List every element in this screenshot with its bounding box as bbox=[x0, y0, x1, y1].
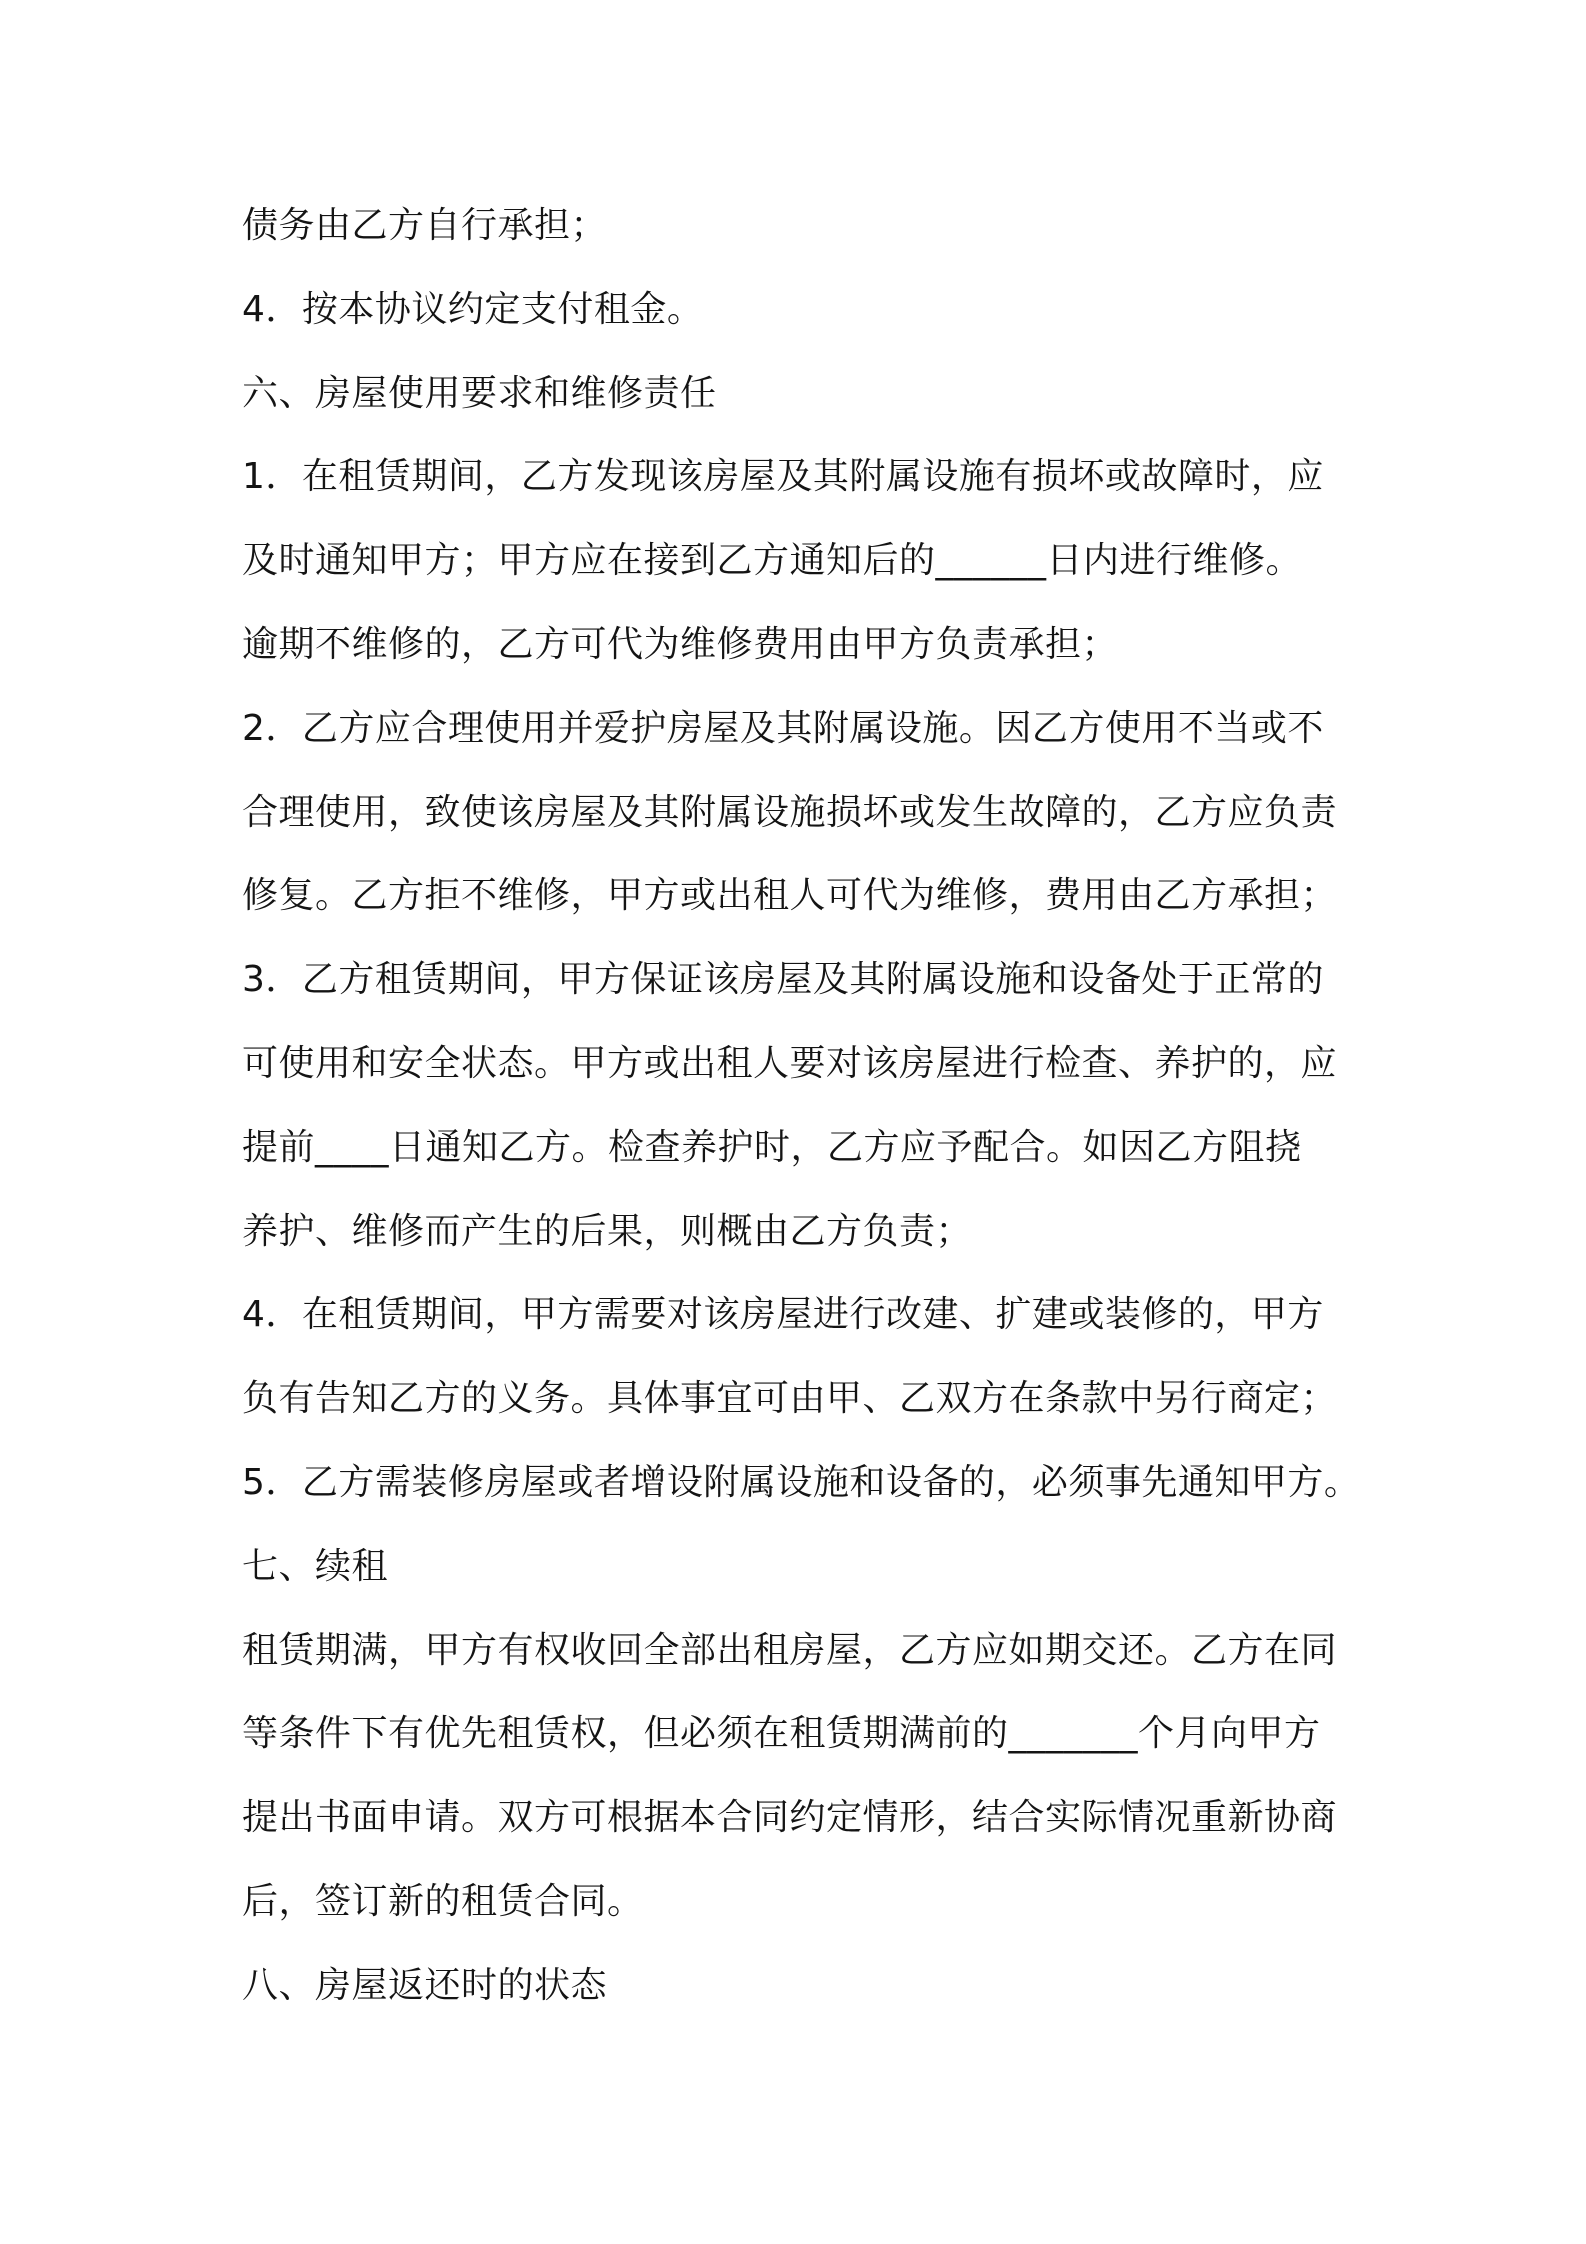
section-heading: 六、房屋使用要求和维修责任 bbox=[242, 372, 717, 414]
paragraph-line: 负有告知乙方的义务。具体事宜可由甲、乙双方在条款中另行商定； bbox=[242, 1378, 1338, 1420]
paragraph-line: 债务由乙方自行承担； bbox=[242, 205, 608, 246]
paragraph-line: 4．在租赁期间，甲方需要对该房屋进行改建、扩建或装修的，甲方 bbox=[242, 1294, 1324, 1336]
paragraph-line: 合理使用，致使该房屋及其附属设施损坏或发生故障的，乙方应负责 bbox=[242, 791, 1338, 833]
section-heading: 七、续租 bbox=[242, 1545, 389, 1587]
paragraph-line: 1．在租赁期间，乙方发现该房屋及其附属设施有损坏或故障时，应 bbox=[242, 456, 1324, 498]
paragraph-line: 等条件下有优先租赁权，但必须在租赁期满前的_______个月向甲方 bbox=[242, 1713, 1321, 1755]
paragraph-line: 及时通知甲方；甲方应在接到乙方通知后的______日内进行维修。 bbox=[242, 540, 1303, 582]
document-body bbox=[242, 184, 1542, 2028]
paragraph-line: 后，签订新的租赁合同。 bbox=[242, 1880, 644, 1922]
paragraph-line: 可使用和安全状态。甲方或出租人要对该房屋进行检查、养护的，应 bbox=[242, 1042, 1338, 1084]
paragraph-line: 逾期不维修的，乙方可代为维修费用由甲方负责承担； bbox=[242, 623, 1119, 665]
paragraph-line: 租赁期满，甲方有权收回全部出租房屋，乙方应如期交还。乙方在同 bbox=[242, 1629, 1338, 1671]
section-heading: 八、房屋返还时的状态 bbox=[242, 1964, 608, 2006]
paragraph-line: 5．乙方需装修房屋或者增设附属设施和设备的，必须事先通知甲方。 bbox=[242, 1461, 1361, 1503]
paragraph-line: 4．按本协议约定支付租金。 bbox=[242, 288, 704, 330]
paragraph-line: 修复。乙方拒不维修，甲方或出租人可代为维修，费用由乙方承担； bbox=[242, 875, 1338, 917]
paragraph-line: 2．乙方应合理使用并爱护房屋及其附属设施。因乙方使用不当或不 bbox=[242, 707, 1324, 749]
paragraph-line: 提前____日通知乙方。检查养护时，乙方应予配合。如因乙方阻挠 bbox=[242, 1126, 1302, 1168]
paragraph-line: 3．乙方租赁期间，甲方保证该房屋及其附属设施和设备处于正常的 bbox=[242, 959, 1324, 1001]
paragraph-line: 养护、维修而产生的后果，则概由乙方负责； bbox=[242, 1210, 973, 1252]
paragraph-line: 提出书面申请。双方可根据本合同约定情形，结合实际情况重新协商 bbox=[242, 1797, 1338, 1839]
